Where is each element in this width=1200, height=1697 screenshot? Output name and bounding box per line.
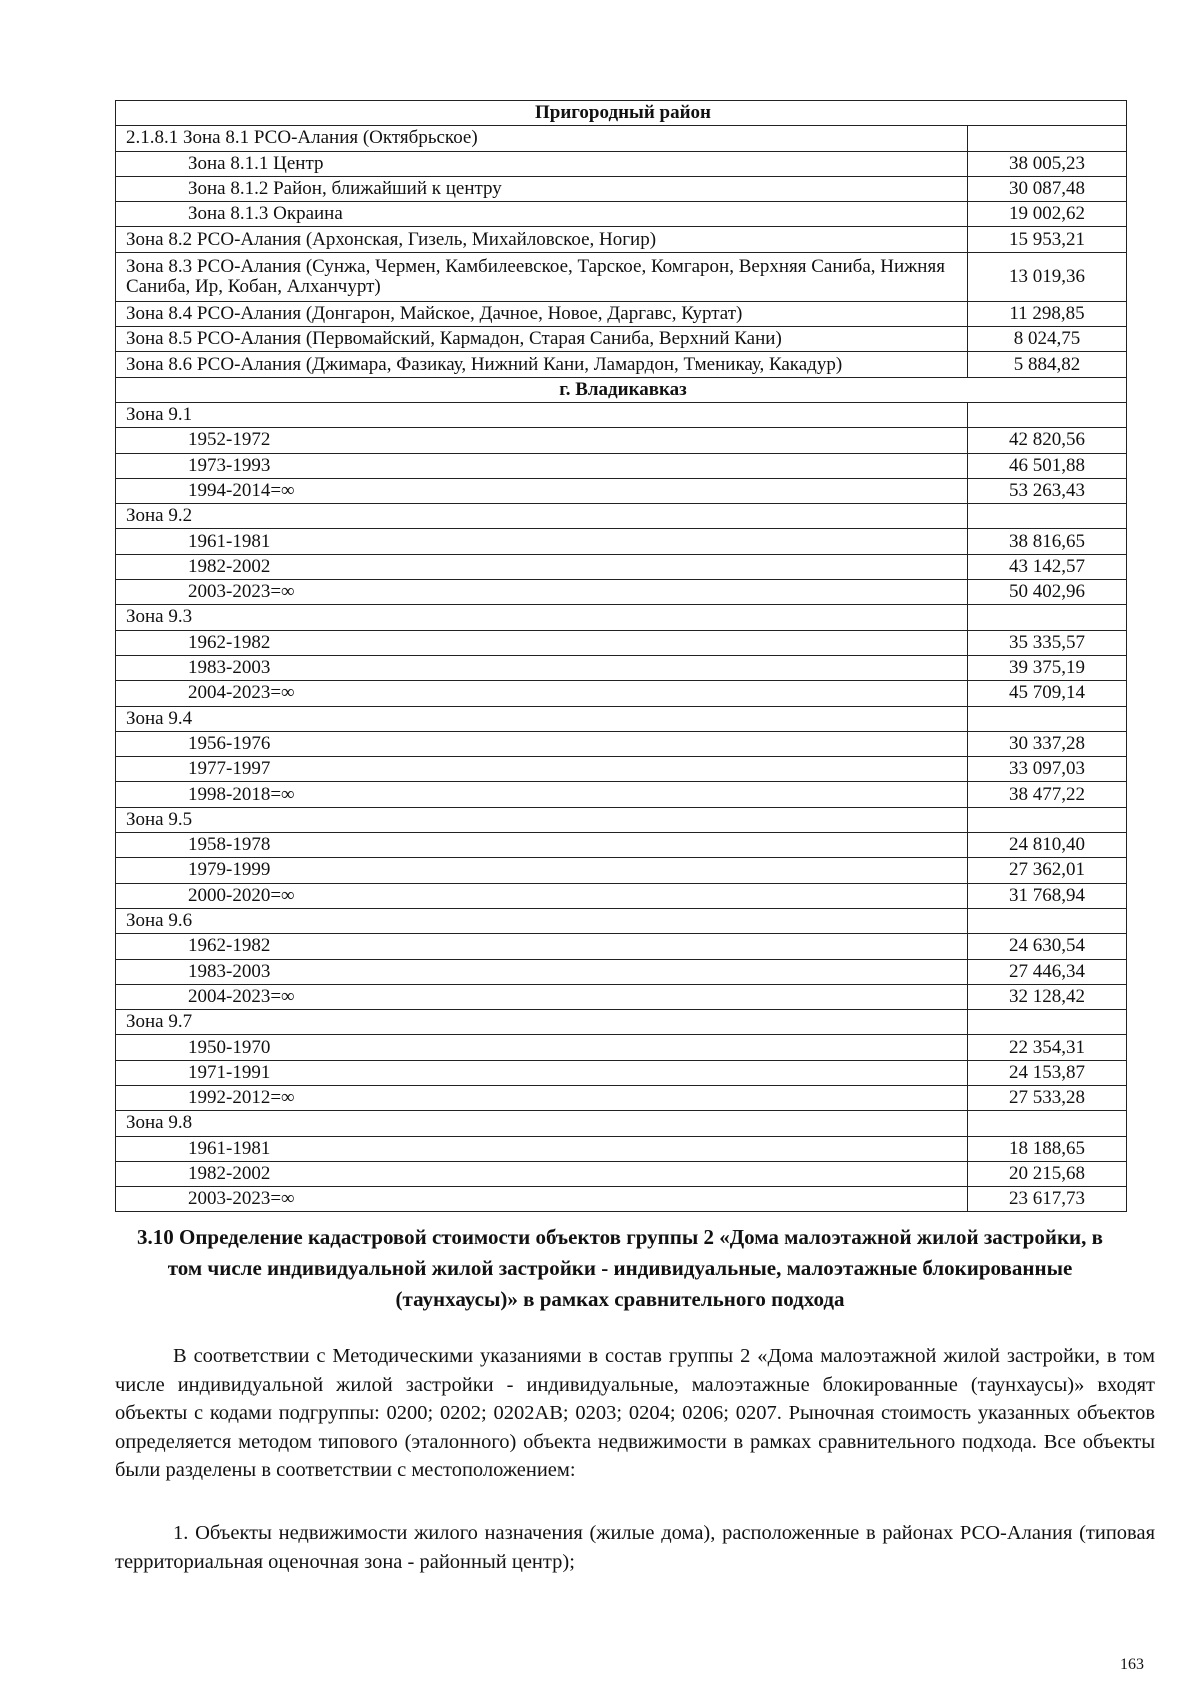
zone-label-cell: 2003-2023=∞ — [116, 580, 968, 605]
table-subrow — [116, 176, 1127, 201]
zone-label-cell: 1998-2018=∞ — [116, 782, 968, 807]
value-cell: 42 820,56 — [968, 428, 1127, 453]
zone-label-cell: Зона 8.2 РСО-Алания (Архонская, Гизель, Михайловское, Ногир) — [116, 227, 968, 252]
zone-label-cell: 2003-2023=∞ — [116, 1187, 968, 1212]
value-cell — [968, 126, 1127, 151]
table-row — [116, 327, 1127, 352]
table-row — [116, 807, 1127, 832]
table-subrow — [116, 782, 1127, 807]
table-subrow — [116, 681, 1127, 706]
table-row — [116, 504, 1127, 529]
table-subrow — [116, 529, 1127, 554]
table-subrow — [116, 428, 1127, 453]
table-subrow — [116, 934, 1127, 959]
zone-label-cell: Зона 8.1.3 Окраина — [116, 202, 968, 227]
value-cell — [968, 706, 1127, 731]
table-subrow — [116, 1085, 1127, 1110]
table-row — [116, 301, 1127, 326]
value-cell: 32 128,42 — [968, 984, 1127, 1009]
page-number: 163 — [1120, 1656, 1144, 1673]
table-row — [116, 1010, 1127, 1035]
table-subrow — [116, 151, 1127, 176]
zone-label-cell: Зона 9.1 — [116, 402, 968, 427]
table-subrow — [116, 453, 1127, 478]
zone-label-cell: 1979-1999 — [116, 858, 968, 883]
value-cell: 38 477,22 — [968, 782, 1127, 807]
zone-label-cell: Зона 9.7 — [116, 1010, 968, 1035]
table-subrow — [116, 1161, 1127, 1186]
zone-label-cell: 1982-2002 — [116, 554, 968, 579]
paragraph-1-text: В соответствии с Методическими указаниями в состав группы 2 «Дома малоэтажной жилой застройки, в том числе индивидуальной жилой застройки - индивидуальные, малоэтажные блокированные (таунхаусы)» входят объекты с кодами подгруппы: 0200; 0202; 0202АВ; 0203; 0204; 0206; 0207. Рыночная стоимость указанных объектов определяется методом типового (эталонного) объекта недвижимости в рамках сравнительного подхода. Все объекты были разделены в соответствии с местоположением: — [115, 1345, 1155, 1481]
table-subrow — [116, 1136, 1127, 1161]
table-subrow — [116, 478, 1127, 503]
table-subrow — [116, 554, 1127, 579]
zone-label-cell: 1952-1972 — [116, 428, 968, 453]
table-row — [116, 605, 1127, 630]
value-cell: 38 005,23 — [968, 151, 1127, 176]
body-paragraph-1 — [115, 1342, 1155, 1485]
value-cell: 24 153,87 — [968, 1060, 1127, 1085]
zone-label-cell: Зона 9.4 — [116, 706, 968, 731]
paragraph-2-text: 1. Объекты недвижимости жилого назначения (жилые дома), расположенные в районах РСО-Алания (типовая территориальная оценочная зона - районный центр); — [115, 1522, 1155, 1573]
zone-label-cell: 1994-2014=∞ — [116, 478, 968, 503]
value-cell: 38 816,65 — [968, 529, 1127, 554]
value-cell: 24 630,54 — [968, 934, 1127, 959]
table-subrow — [116, 858, 1127, 883]
zone-label-cell: Зона 9.3 — [116, 605, 968, 630]
section-heading: 3.10 Определение кадастровой стоимости объектов группы 2 «Дома малоэтажной жилой застройки, в том числе индивидуальной жилой застройки - индивидуальные, малоэтажные блокированные (таунхаусы)» в рамках сравнительного подхода — [137, 1225, 1103, 1311]
table-row — [116, 1111, 1127, 1136]
value-cell — [968, 807, 1127, 832]
table-subrow — [116, 202, 1127, 227]
table-subrow — [116, 959, 1127, 984]
value-cell: 27 533,28 — [968, 1085, 1127, 1110]
zone-label-cell: Зона 9.2 — [116, 504, 968, 529]
value-cell: 11 298,85 — [968, 301, 1127, 326]
value-cell: 35 335,57 — [968, 630, 1127, 655]
value-cell: 27 446,34 — [968, 959, 1127, 984]
value-cell: 30 087,48 — [968, 176, 1127, 201]
body-paragraph-2 — [115, 1519, 1155, 1576]
table-row — [116, 352, 1127, 377]
value-cell — [968, 504, 1127, 529]
zone-label-cell: 1950-1970 — [116, 1035, 968, 1060]
table-subrow — [116, 731, 1127, 756]
value-cell — [968, 1010, 1127, 1035]
section-header-cell: Пригородный район — [116, 101, 1127, 126]
table-subrow — [116, 883, 1127, 908]
zone-label-cell: Зона 8.6 РСО-Алания (Джимара, Фазикау, Нижний Кани, Ламардон, Тменикау, Какадур) — [116, 352, 968, 377]
value-cell: 13 019,36 — [968, 252, 1127, 301]
table-subrow — [116, 580, 1127, 605]
value-cell: 18 188,65 — [968, 1136, 1127, 1161]
zone-label-cell: 1983-2003 — [116, 959, 968, 984]
table-row — [116, 706, 1127, 731]
value-cell: 43 142,57 — [968, 554, 1127, 579]
zone-label-cell: 2004-2023=∞ — [116, 984, 968, 1009]
table-row — [116, 126, 1127, 151]
cadastral-value-table — [115, 100, 1127, 1212]
table-row — [116, 227, 1127, 252]
zone-label-cell: 1962-1982 — [116, 934, 968, 959]
zone-label-cell: 1971-1991 — [116, 1060, 968, 1085]
table-subrow — [116, 630, 1127, 655]
zone-label-cell: Зона 9.8 — [116, 1111, 968, 1136]
zone-label-cell: Зона 8.3 РСО-Алания (Сунжа, Чермен, Камбилеевское, Тарское, Комгарон, Верхняя Саниба, Нижняя Саниба, Ир, Кобан, Алханчурт) — [116, 252, 968, 301]
table-subrow — [116, 1060, 1127, 1085]
value-cell: 5 884,82 — [968, 352, 1127, 377]
zone-label-cell: 1992-2012=∞ — [116, 1085, 968, 1110]
value-cell: 24 810,40 — [968, 833, 1127, 858]
table-row — [116, 402, 1127, 427]
table-subrow — [116, 984, 1127, 1009]
value-cell: 23 617,73 — [968, 1187, 1127, 1212]
value-cell: 15 953,21 — [968, 227, 1127, 252]
value-cell: 53 263,43 — [968, 478, 1127, 503]
value-cell: 22 354,31 — [968, 1035, 1127, 1060]
table-section-header — [116, 101, 1127, 126]
zone-label-cell: 2004-2023=∞ — [116, 681, 968, 706]
section-header-cell: г. Владикавказ — [116, 377, 1127, 402]
table-body — [116, 101, 1127, 1212]
value-cell: 46 501,88 — [968, 453, 1127, 478]
table-subrow — [116, 1187, 1127, 1212]
table-subrow — [116, 757, 1127, 782]
zone-label-cell: Зона 8.1.2 Район, ближайший к центру — [116, 176, 968, 201]
zone-label-cell: Зона 8.4 РСО-Алания (Донгарон, Майское, Дачное, Новое, Даргавс, Куртат) — [116, 301, 968, 326]
value-cell: 31 768,94 — [968, 883, 1127, 908]
table-section-header — [116, 377, 1127, 402]
zone-label-cell: Зона 8.5 РСО-Алания (Первомайский, Кармадон, Старая Саниба, Верхний Кани) — [116, 327, 968, 352]
value-cell: 19 002,62 — [968, 202, 1127, 227]
zone-label-cell: 1982-2002 — [116, 1161, 968, 1186]
value-cell: 45 709,14 — [968, 681, 1127, 706]
value-cell: 39 375,19 — [968, 655, 1127, 680]
table-subrow — [116, 655, 1127, 680]
zone-label-cell: 2000-2020=∞ — [116, 883, 968, 908]
value-cell — [968, 1111, 1127, 1136]
value-cell: 20 215,68 — [968, 1161, 1127, 1186]
table-row — [116, 908, 1127, 933]
table-subrow — [116, 1035, 1127, 1060]
zone-label-cell: Зона 9.5 — [116, 807, 968, 832]
zone-label-cell: 1956-1976 — [116, 731, 968, 756]
zone-label-cell: 2.1.8.1 Зона 8.1 РСО-Алания (Октябрьское) — [116, 126, 968, 151]
value-cell: 50 402,96 — [968, 580, 1127, 605]
table-subrow — [116, 833, 1127, 858]
zone-label-cell: 1962-1982 — [116, 630, 968, 655]
zone-label-cell: 1958-1978 — [116, 833, 968, 858]
value-cell — [968, 605, 1127, 630]
value-cell: 27 362,01 — [968, 858, 1127, 883]
table-row — [116, 252, 1127, 301]
zone-label-cell: 1977-1997 — [116, 757, 968, 782]
zone-label-cell: Зона 8.1.1 Центр — [116, 151, 968, 176]
value-cell: 8 024,75 — [968, 327, 1127, 352]
value-cell — [968, 908, 1127, 933]
zone-label-cell: Зона 9.6 — [116, 908, 968, 933]
value-cell — [968, 402, 1127, 427]
value-cell: 33 097,03 — [968, 757, 1127, 782]
value-cell: 30 337,28 — [968, 731, 1127, 756]
zone-label-cell: 1961-1981 — [116, 529, 968, 554]
zone-label-cell: 1973-1993 — [116, 453, 968, 478]
zone-label-cell: 1983-2003 — [116, 655, 968, 680]
zone-label-cell: 1961-1981 — [116, 1136, 968, 1161]
